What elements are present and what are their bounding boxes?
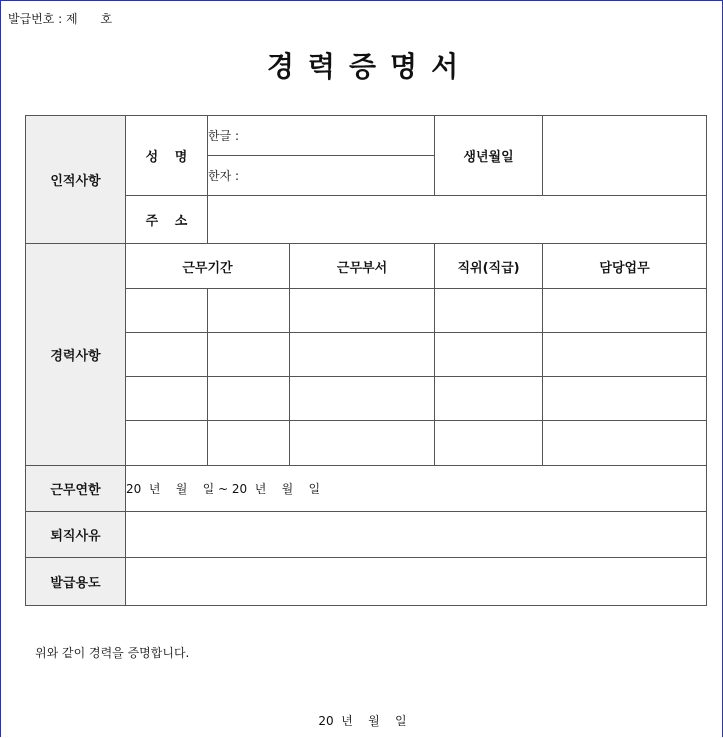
career-info-label: 경력사항 (26, 244, 126, 466)
department-cell[interactable] (290, 289, 435, 333)
issue-date: 20 년 월 일 (318, 714, 407, 728)
period-end-cell[interactable] (208, 289, 290, 333)
duties-cell[interactable] (543, 333, 707, 377)
address-field[interactable] (208, 196, 707, 244)
career-header-row (26, 244, 707, 289)
period-end-cell[interactable] (208, 377, 290, 421)
tenure-field[interactable]: 20 년 월 일 ~ 20 년 월 일 (126, 466, 707, 512)
issue-purpose-field[interactable] (126, 558, 707, 606)
address-label: 주 소 (126, 196, 208, 244)
career-row (26, 421, 707, 466)
position-cell[interactable] (435, 289, 543, 333)
position-header: 직위(직급) (435, 244, 543, 289)
tenure-label: 근무연한 (26, 466, 126, 512)
document-title: 경력증명서 (266, 50, 473, 83)
career-row (26, 377, 707, 421)
period-start-cell[interactable] (126, 289, 208, 333)
position-cell[interactable] (435, 421, 543, 466)
work-period-header: 근무기간 (126, 244, 290, 289)
duties-cell[interactable] (543, 289, 707, 333)
career-row (26, 289, 707, 333)
personal-info-label: 인적사항 (26, 116, 126, 244)
department-cell[interactable] (290, 377, 435, 421)
department-cell[interactable] (290, 333, 435, 377)
period-start-cell[interactable] (126, 377, 208, 421)
certificate-table (25, 115, 707, 606)
period-start-cell[interactable] (126, 421, 208, 466)
certification-statement: 위와 같이 경력을 증명합니다. (35, 646, 190, 660)
birthdate-field[interactable] (543, 116, 707, 196)
name-hanja-field[interactable]: 한자 : (208, 156, 435, 196)
name-label: 성 명 (126, 116, 208, 196)
tenure-row (26, 466, 707, 512)
retirement-reason-field[interactable] (126, 512, 707, 558)
department-header: 근무부서 (290, 244, 435, 289)
name-hangul-row (26, 116, 707, 156)
issue-purpose-label: 발급용도 (26, 558, 126, 606)
period-end-cell[interactable] (208, 421, 290, 466)
duties-cell[interactable] (543, 377, 707, 421)
duties-header: 담당업무 (543, 244, 707, 289)
birthdate-label: 생년월일 (435, 116, 543, 196)
retirement-row (26, 512, 707, 558)
retirement-reason-label: 퇴직사유 (26, 512, 126, 558)
duties-cell[interactable] (543, 421, 707, 466)
purpose-row (26, 558, 707, 606)
position-cell[interactable] (435, 333, 543, 377)
address-row (26, 196, 707, 244)
position-cell[interactable] (435, 377, 543, 421)
career-row (26, 333, 707, 377)
issue-number: 발급번호 : 제 호 (8, 12, 113, 26)
department-cell[interactable] (290, 421, 435, 466)
name-hangul-field[interactable]: 한글 : (208, 116, 435, 156)
period-end-cell[interactable] (208, 333, 290, 377)
period-start-cell[interactable] (126, 333, 208, 377)
